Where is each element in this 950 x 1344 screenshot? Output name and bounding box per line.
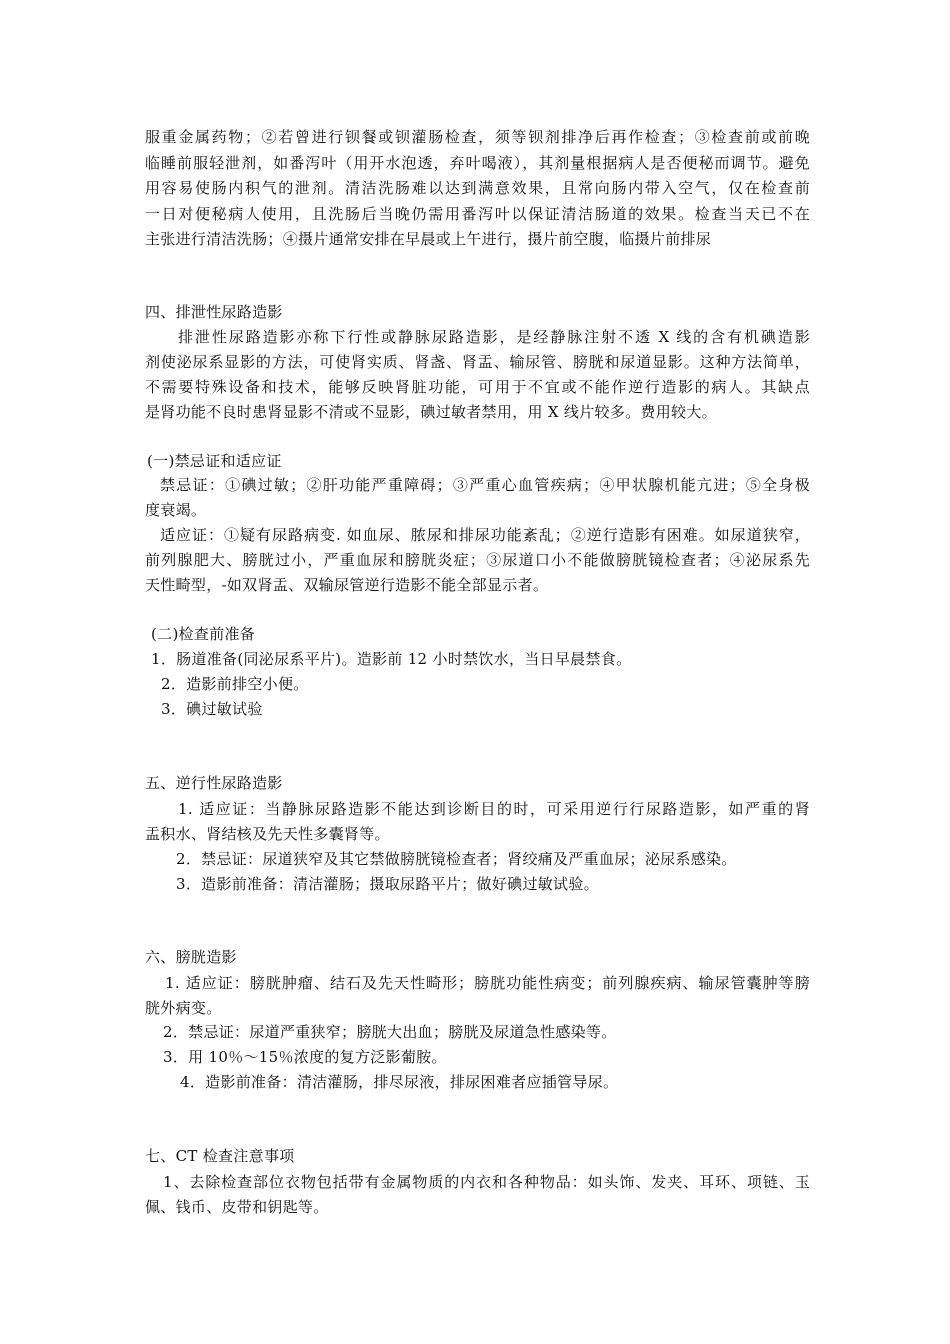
section-4-para-line-2: 剂使泌尿系显影的方法，可使肾实质、肾盏、肾盂、输尿管、膀胱和尿道显影。这种方法简单， — [145, 353, 810, 371]
intro-line-5: 主张进行清洁洗肠；④摄片通常安排在早晨或上午进行，摄片前空腹，临摄片前排尿 — [145, 230, 712, 248]
section-4-subtitle-2: (二)检查前准备 — [151, 625, 256, 643]
section-4-para-line-4: 是肾功能不良时患肾显影不清或不显影，碘过敏者禁用，用 X 线片较多。费用较大。 — [145, 403, 717, 421]
section-6-item-1: 1. 适应证：膀胱肿瘤、结石及先天性畸形；膀胱功能性病变；前列腺疾病、输尿管囊肿等膀 — [165, 974, 810, 992]
section-7-item-1: 1、去除检查部位衣物包括带有金属物质的内衣和各种物品：如头饰、发夹、耳环、项链、玉 — [163, 1173, 810, 1191]
indication-line-2: 前列腺肥大、膀胱过小，严重血尿和膀胱炎症；③尿道口小不能做膀胱镜检查者；④泌尿系先 — [145, 551, 810, 569]
section-4-title: 四、排泄性尿路造影 — [145, 303, 283, 321]
section-4-para-line-1: 排泄性尿路造影亦称下行性或静脉尿路造影，是经静脉注射不透 X 线的含有机碘造影 — [178, 328, 810, 346]
section-6-item-2: 2．禁忌证：尿道严重狭窄；膀胱大出血；膀胱及尿道急性感染等。 — [163, 1023, 617, 1041]
intro-line-4: 一日对便秘病人使用，且洗肠后当晚仍需用番泻叶以保证清洁肠道的效果。检查当天已不在 — [145, 205, 810, 223]
prep-item-2: 2．造影前排空小便。 — [161, 675, 309, 693]
intro-line-2: 临睡前服轻泄剂，如番泻叶（用开水泡透，弃叶喝液），其剂量根据病人是否便秘而调节。避免 — [145, 154, 810, 172]
intro-line-3: 用容易使肠内积气的泄剂。清洁洗肠难以达到满意效果，且常向肠内带入空气，仅在检查前 — [145, 179, 810, 197]
section-5-item-2: 2．禁忌证：尿道狭窄及其它禁做膀胱镜检查者；肾绞痛及严重血尿；泌尿系感染。 — [176, 850, 737, 868]
prep-item-1: 1．肠道准备(同泌尿系平片)。造影前 12 小时禁饮水，当日早晨禁食。 — [151, 650, 632, 668]
section-5-item-1-cont: 盂积水、肾结核及先天性多囊肾等。 — [145, 825, 390, 843]
section-4-para-line-3: 不需要特殊设备和技术，能够反映肾脏功能，可用于不宜或不能作逆行造影的病人。其缺点 — [145, 378, 810, 396]
prep-item-3: 3．碘过敏试验 — [161, 700, 263, 718]
indication-line-3: 天性畸型，-如双肾盂、双输尿管逆行造影不能全部显示者。 — [145, 576, 549, 594]
section-6-item-4: 4．造影前准备：清洁灌肠，排尽尿液，排尿困难者应插管导尿。 — [180, 1073, 619, 1091]
section-5-title: 五、逆行性尿路造影 — [145, 774, 283, 792]
section-6-title: 六、膀胱造影 — [145, 948, 237, 966]
section-5-item-3: 3．造影前准备：清洁灌肠；摄取尿路平片；做好碘过敏试验。 — [176, 875, 599, 893]
section-7-item-1-cont: 佩、钱币、皮带和钥匙等。 — [145, 1198, 329, 1216]
contraindication-line-1: 禁忌证：①碘过敏；②肝功能严重障碍；③严重心血管疾病；④甲状腺机能亢进；⑤全身极 — [160, 476, 810, 494]
section-4-subtitle-1: (一)禁忌证和适应证 — [147, 452, 282, 470]
section-7-title: 七、CT 检查注意事项 — [145, 1147, 295, 1165]
indication-line-1: 适应证：①疑有尿路病变. 如血尿、脓尿和排尿功能紊乱；②逆行造影有困难。如尿道狭窄， — [160, 526, 810, 544]
section-5-item-1: 1. 适应证：当静脉尿路造影不能达到诊断目的时，可采用逆行行尿路造影，如严重的肾 — [178, 800, 810, 818]
section-6-item-3: 3．用 10％～15％浓度的复方泛影葡胺。 — [163, 1048, 447, 1066]
intro-line-1: 服重金属药物；②若曾进行钡餐或钡灌肠检查，须等钡剂排净后再作检查；③检查前或前晚 — [145, 128, 810, 146]
section-6-item-1-cont: 胱外病变。 — [145, 999, 222, 1017]
contraindication-line-2: 度衰竭。 — [145, 501, 207, 519]
